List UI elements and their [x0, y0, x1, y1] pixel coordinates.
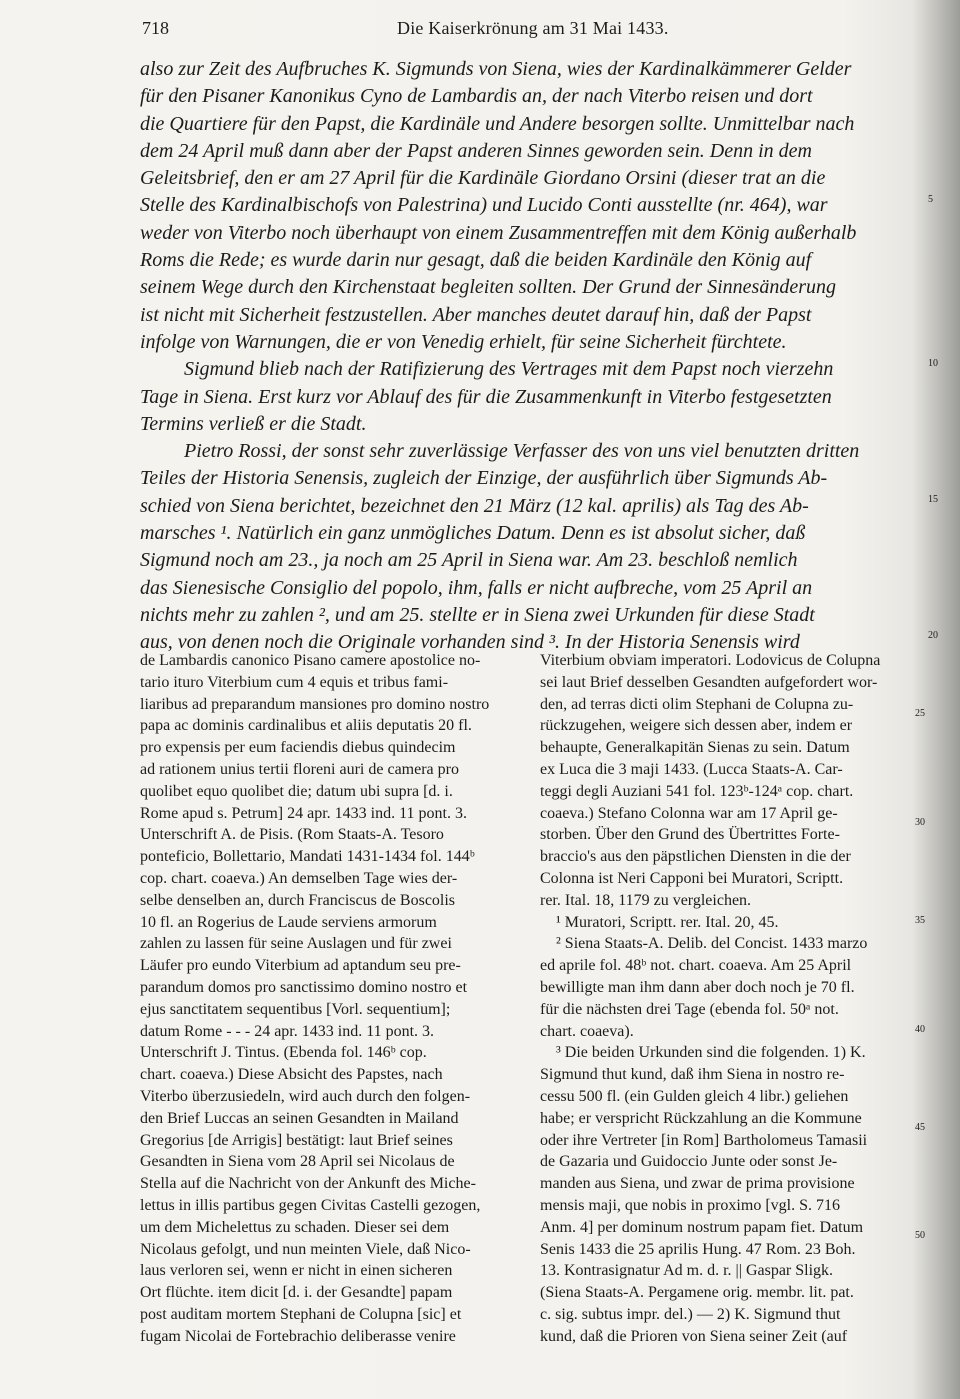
footnote-line: rer. Ital. 18, 1179 zu vergleichen.	[540, 891, 752, 909]
text-line: das Sienesische Consiglio del popolo, ihm, falls er nicht aufbreche, vom 25 April an	[140, 576, 813, 599]
footnote-line: Rome apud s. Petrum] 24 apr. 1433 ind. 11 pont. 3.	[140, 804, 467, 822]
footnote-line: coaeva.) Stefano Colonna war am 17 April ge-	[540, 804, 838, 822]
footnote-line: Gregorius [de Arrigis] bestätigt: laut Brief seines	[140, 1131, 453, 1149]
footnote-line: tario ituro Viterbium cum 4 equis et tribus fami-	[140, 673, 449, 691]
text-line: weder von Viterbo noch überhaupt von einem Zusammentreffen mit dem König außerhalb	[140, 221, 857, 244]
text-line: ist nicht mit Sicherheit festzustellen. Aber manches deutet darauf hin, daß der Papst	[140, 303, 812, 326]
footnote-line: 10 fl. an Rogerius de Laude serviens armorum	[140, 913, 437, 931]
footnote-line: ¹ Muratori, Scriptt. rer. Ital. 20, 45.	[556, 913, 779, 931]
footnote-line: liaribus ad preparandum mansiones pro domino nostro	[140, 695, 490, 713]
footnote-line: c. sig. subtus impr. del.) — 2) K. Sigmund thut	[540, 1305, 841, 1323]
text-line: infolge von Warnungen, die er von Venedig erhielt, für seine Sicherheit fürchtete.	[140, 330, 787, 353]
running-title: Die Kaiserkrönung am 31 Mai 1433.	[397, 18, 669, 38]
footnote-line-number: 40	[915, 1024, 925, 1035]
line-number: 10	[928, 358, 938, 369]
footnote-line: storben. Über den Grund des Übertrittes Forte-	[540, 826, 840, 844]
footnote-line: ad rationem unius tertii floreni auri de camera pro	[140, 760, 459, 778]
footnote-line: ejus sanctitatem sequentibus [Vorl. sequentium];	[140, 1000, 451, 1018]
text-line: marsches ¹. Natürlich ein ganz unmögliches Datum. Denn es ist absolut sicher, daß	[140, 522, 806, 545]
line-number: 15	[928, 494, 938, 505]
footnote-line: den, ad terras dicti olim Stephani de Colupna zu-	[540, 695, 854, 713]
footnote-line: sei laut Brief desselben Gesandten aufgefordert wor-	[540, 673, 878, 691]
footnote-line: Stella auf die Nachricht von der Ankunft des Miche-	[140, 1175, 476, 1193]
text-line: Stelle des Kardinalbischofs von Palestrina) und Lucido Conti ausstellte (nr. 464), war	[140, 194, 828, 217]
footnote-line: ex Luca die 3 maji 1433. (Lucca Staats-A. Car-	[540, 760, 843, 778]
footnote-line-number: 25	[915, 708, 925, 719]
text-line: aus, von denen noch die Originale vorhanden sind ³. In der Historia Senensis wird	[140, 631, 800, 654]
footnote-line: ed aprile fol. 48ᵇ not. chart. coaeva. Am 25 April	[540, 957, 852, 975]
footnote-line: Nicolaus gefolgt, und nun meinten Viele, daß Nico-	[140, 1240, 471, 1258]
footnote-line: Sigmund thut kund, daß ihm Siena in nostro re-	[540, 1066, 845, 1084]
footnotes-right-column	[540, 650, 920, 1348]
footnote-line: Unterschrift A. de Pisis. (Rom Staats-A. Tesoro	[140, 826, 444, 844]
footnote-line: cop. chart. coaeva.) An demselben Tage wies der-	[140, 869, 458, 887]
footnote-line: Unterschrift J. Tintus. (Ebenda fol. 146ᵇ cop.	[140, 1044, 427, 1062]
footnote-line-number: 50	[915, 1230, 925, 1241]
footnote-line: rückzugehen, weigere sich dessen aber, indem er	[540, 717, 853, 735]
footnote-line: chart. coaeva).	[540, 1022, 634, 1040]
footnote-line: Ort flüchte. item dicit [d. i. der Gesandte] papam	[140, 1284, 453, 1302]
footnote-line: behaupte, Generalkapitän Sienas zu sein. Datum	[540, 739, 850, 757]
footnote-line: Viterbium obviam imperatori. Lodovicus de Colupna	[540, 652, 881, 669]
footnote-line: braccio's aus den päpstlichen Diensten in die der	[540, 848, 851, 866]
footnote-line: Läufer pro eundo Viterbium ad aptandum seu pre-	[140, 957, 461, 975]
footnote-line: habe; er verspricht Rückzahlung an die Kommune	[540, 1109, 862, 1127]
footnote-line: Senis 1433 die 25 aprilis Hung. 47 Rom. 23 Boh.	[540, 1240, 856, 1258]
text-line: schied von Siena berichtet, bezeichnet den 21 März (12 kal. aprilis) als Tag des Ab-	[140, 494, 809, 517]
footnote-line: Gesandten in Siena vom 28 April sei Nicolaus de	[140, 1153, 455, 1171]
footnote-line: datum Rome - - - 24 apr. 1433 ind. 11 pont. 3.	[140, 1022, 435, 1040]
footnote-line: bewilligte man ihm dann aber doch noch je 70 fl.	[540, 978, 855, 996]
footnote-line: (Siena Staats-A. Pergamene orig. membr. lit. pat.	[540, 1284, 854, 1302]
footnote-line: ² Siena Staats-A. Delib. del Concist. 1433 marzo	[556, 935, 868, 953]
footnote-line: de Gazaria und Guidoccio Junte oder sonst Je-	[540, 1153, 838, 1171]
footnote-line: Colonna ist Neri Capponi bei Muratori, Scriptt.	[540, 869, 844, 887]
footnote-line: manden aus Siena, und zwar de prima provisione	[540, 1175, 855, 1193]
page-number: 718	[142, 18, 169, 38]
footnote-line: Viterbo überzusiedeln, wird auch durch den folgen-	[140, 1087, 471, 1105]
text-line: Termins verließ er die Stadt.	[140, 412, 367, 435]
footnote-line: zahlen zu lassen für seine Auslagen und für zwei	[140, 935, 452, 953]
footnote-line: ³ Die beiden Urkunden sind die folgenden. 1) K.	[556, 1044, 866, 1062]
footnote-line-number: 45	[915, 1122, 925, 1133]
footnote-line: post auditam mortem Stephani de Colupna [sic] et	[140, 1305, 462, 1323]
text-line: Roms die Rede; es wurde darin nur gesagt, daß die beiden Kardinäle den König auf	[140, 249, 812, 272]
footnote-line-number: 30	[915, 817, 925, 828]
text-line: Geleitsbrief, den er am 27 April für die Kardinäle Giordano Orsini (dieser trat an die	[140, 167, 826, 190]
footnote-line: den Brief Luccas an seinen Gesandten in Mailand	[140, 1109, 459, 1127]
footnote-line: chart. coaeva.) Diese Absicht des Papstes, nach	[140, 1066, 443, 1084]
footnote-line: parandum domos pro sanctissimo domino nostro et	[140, 978, 468, 996]
line-number: 20	[928, 630, 938, 641]
footnote-line: teggi degli Auziani 541 fol. 123ᵇ-124ᵃ cop. chart.	[540, 782, 854, 800]
footnote-line: papa ac dominis cardinalibus et aliis deputatis 20 fl.	[140, 717, 472, 735]
text-line: dem 24 April muß dann aber der Papst anderen Sinnes geworden sein. Denn in dem	[140, 139, 812, 162]
main-text-block	[140, 56, 930, 657]
footnote-line: für die nächsten drei Tage (ebenda fol. 50ᵃ not.	[540, 1000, 839, 1018]
line-number: 5	[928, 194, 933, 205]
footnotes-left-column	[140, 650, 516, 1348]
footnote-line: mensis maji, que nobis in proximo [vgl. S. 716	[540, 1196, 840, 1214]
footnote-line: cessu 500 fl. (ein Gulden gleich 4 libr.) geliehen	[540, 1087, 849, 1105]
text-line: für den Pisaner Kanonikus Cyno de Lambardis an, der nach Viterbo reisen und dort	[140, 85, 813, 108]
page-header	[142, 18, 932, 52]
text-line: die Quartiere für den Papst, die Kardinäle und Andere besorgen sollte. Unmittelbar nach	[140, 112, 855, 135]
footnote-line: quolibet equo quolibet die; datum ubi supra [d. i.	[140, 782, 453, 800]
text-line: nichts mehr zu zahlen ², und am 25. stellte er in Siena zwei Urkunden für diese Stadt	[140, 603, 815, 626]
footnotes-block	[140, 650, 930, 1390]
footnote-line: Anm. 4] per dominum nostrum papam fiet. Datum	[540, 1218, 864, 1236]
footnote-line: laus verloren sei, wenn er nicht in einen sicheren	[140, 1262, 453, 1280]
footnote-line-number: 35	[915, 915, 925, 926]
text-line: Teiles der Historia Senensis, zugleich der Einzige, der ausführlich über Sigmunds Ab-	[140, 467, 828, 490]
text-line: Tage in Siena. Erst kurz vor Ablauf des für die Zusammenkunft in Viterbo festgesetzten	[140, 385, 832, 408]
text-line: Sigmund blieb nach der Ratifizierung des Vertrages mit dem Papst noch vierzehn	[184, 358, 834, 381]
footnote-line: de Lambardis canonico Pisano camere apostolice no-	[140, 652, 481, 669]
footnote-line: ponteficio, Bollettario, Mandati 1431-1434 fol. 144ᵇ	[140, 848, 475, 866]
footnote-line: oder ihre Vertreter [in Rom] Bartholomeus Tamasii	[540, 1131, 868, 1149]
footnote-line: pro expensis per eum faciendis diebus quindecim	[140, 739, 456, 757]
footnote-line: 13. Kontrasignatur Ad m. d. r. || Gaspar Sligk.	[540, 1262, 834, 1280]
footnote-line: selbe denselben an, durch Franciscus de Boscolis	[140, 891, 456, 909]
text-line: Sigmund noch am 23., ja noch am 25 April in Siena war. Am 23. beschloß nemlich	[140, 549, 798, 572]
footnote-line: lettus in illis partibus gegen Civitas Castelli gezogen,	[140, 1196, 481, 1214]
text-line: Pietro Rossi, der sonst sehr zuverlässige Verfasser des von uns viel benutzten dritten	[184, 440, 860, 463]
text-line: seinem Wege durch den Kirchenstaat begleiten sollten. Der Grund der Sinnesänderung	[140, 276, 836, 299]
footnote-line: fugam Nicolai de Fortebrachio deliberasse venire	[140, 1327, 456, 1345]
footnote-line: um dem Michelettus zu schaden. Dieser sei dem	[140, 1218, 450, 1236]
footnote-line: kund, daß die Prioren von Siena seiner Zeit (auf	[540, 1327, 848, 1345]
text-line: also zur Zeit des Aufbruches K. Sigmunds von Siena, wies der Kardinalkämmerer Gelder	[140, 58, 852, 80]
